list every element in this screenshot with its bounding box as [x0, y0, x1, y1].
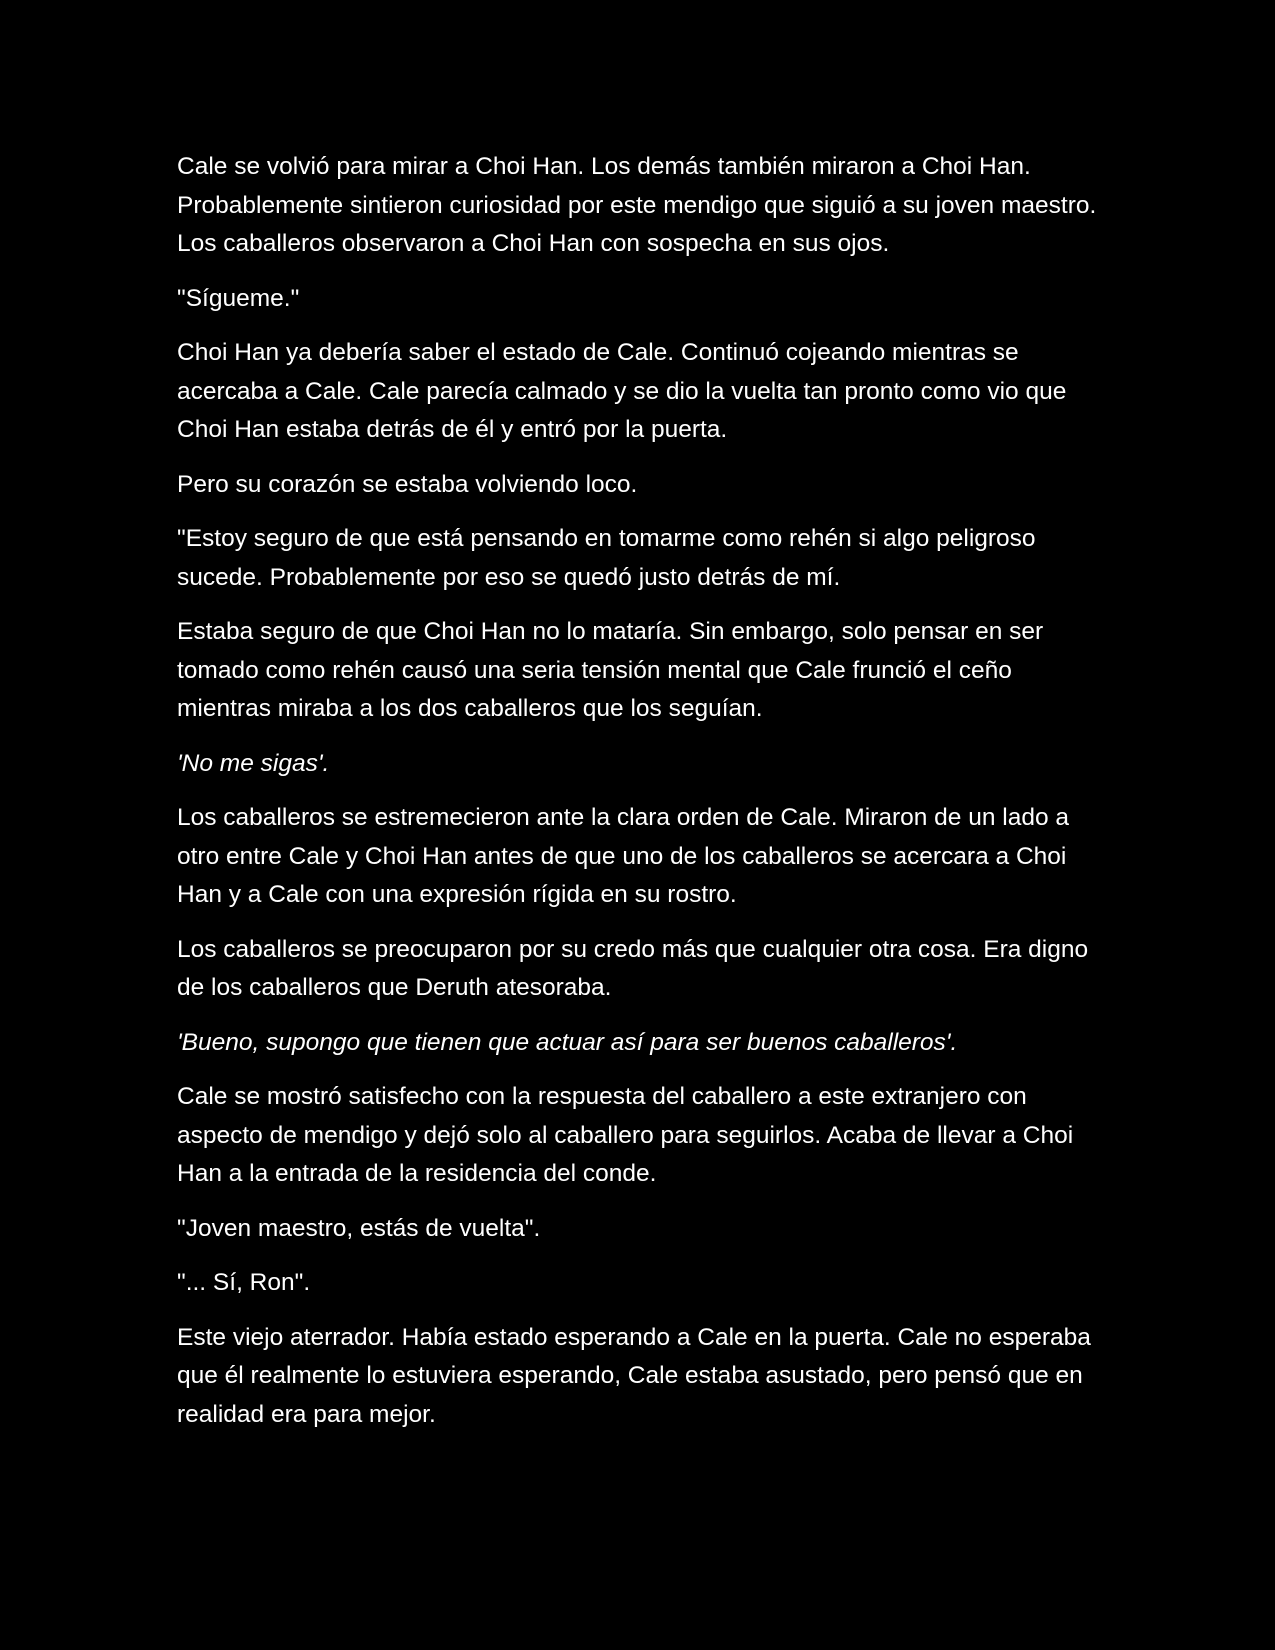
- paragraph-6: Estaba seguro de que Choi Han no lo mataría. Sin embargo, solo pensar en ser tomado como rehén causó una seria tensión mental que Cale frunció el ceño mientras miraba a los dos caballeros que los seguían.: [177, 618, 1044, 722]
- paragraph-5: "Estoy seguro de que está pensando en tomarme como rehén si algo peligroso sucede. Probablemente por eso se quedó justo detrás de mí.: [177, 525, 1036, 591]
- paragraph-7: 'No me sigas'.: [177, 749, 330, 777]
- paragraph-13: "... Sí, Ron".: [177, 1269, 311, 1296]
- paragraph-8: Los caballeros se estremecieron ante la clara orden de Cale. Miraron de un lado a otro entre Cale y Choi Han antes de que uno de los caballeros se acercara a Choi Han y a Cale con una expresión rígida en su rostro.: [177, 804, 1070, 908]
- paragraph-1: Cale se volvió para mirar a Choi Han. Los demás también miraron a Choi Han. Probablemente sintieron curiosidad por este mendigo que siguió a su joven maestro. Los caballeros observaron a Choi Han con sospecha en sus ojos.: [177, 153, 1097, 257]
- paragraph-10: 'Bueno, supongo que tienen que actuar así para ser buenos caballeros'.: [177, 1028, 958, 1056]
- paragraph-11: Cale se mostró satisfecho con la respuesta del caballero a este extranjero con aspecto de mendigo y dejó solo al caballero para seguirlos. Acaba de llevar a Choi Han a la entrada de la residencia del conde.: [177, 1083, 1074, 1187]
- paragraph-3: Choi Han ya debería saber el estado de Cale. Continuó cojeando mientras se acercaba a Cale. Cale parecía calmado y se dio la vuelta tan pronto como vio que Choi Han estaba detrás de él y entró por la puerta.: [177, 339, 1067, 443]
- paragraph-4: Pero su corazón se estaba volviendo loco.: [177, 470, 638, 498]
- paragraph-12: "Joven maestro, estás de vuelta".: [177, 1214, 541, 1242]
- paragraph-2: "Sígueme.": [177, 284, 300, 312]
- document-page: [177, 148, 1107, 1450]
- paragraph-9: Los caballeros se preocuparon por su credo más que cualquier otra cosa. Era digno de los caballeros que Deruth atesoraba.: [177, 935, 1089, 1001]
- paragraph-14: Este viejo aterrador. Había estado esperando a Cale en la puerta. Cale no esperaba que él realmente lo estuviera esperando, Cale estaba asustado, pero pensó que en realidad era para mejor.: [177, 1323, 1091, 1428]
